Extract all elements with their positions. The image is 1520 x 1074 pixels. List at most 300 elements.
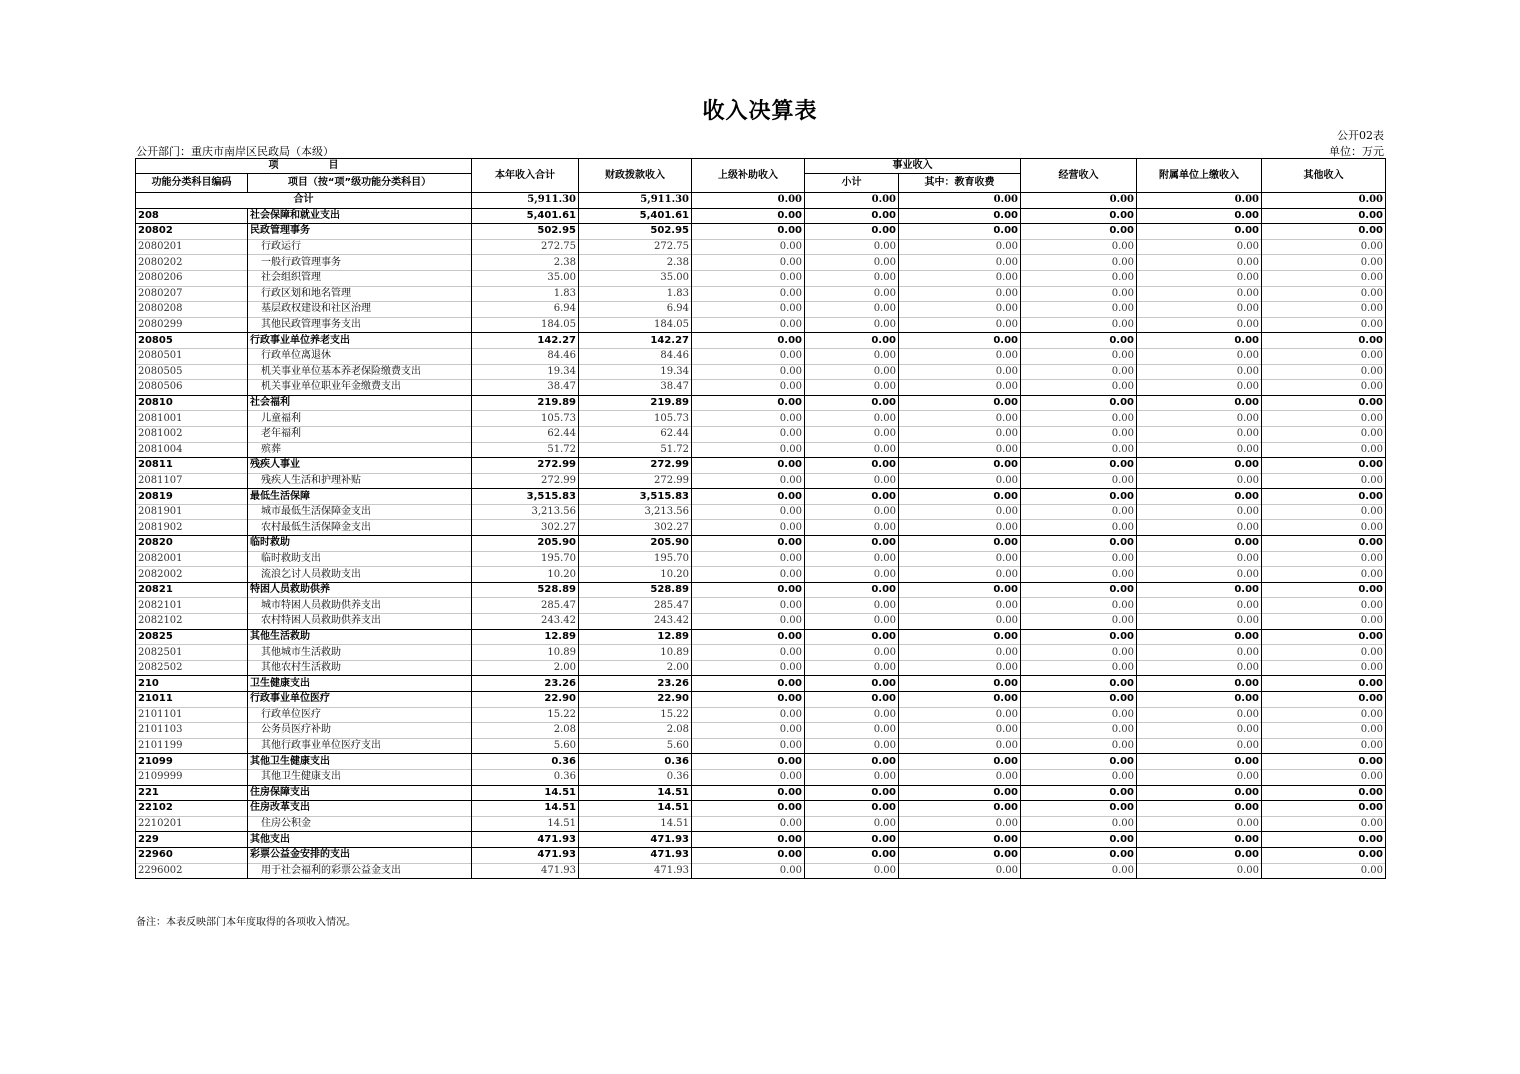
row-value: 0.00 [1137,582,1262,598]
row-value: 0.00 [805,645,899,661]
row-value: 0.00 [692,504,805,520]
row-value: 0.00 [1021,458,1137,474]
row-value: 0.00 [805,707,899,723]
row-value: 0.00 [1137,333,1262,349]
row-value: 0.00 [899,426,1021,442]
row-value: 0.00 [805,270,899,286]
row-name: 临时救助 [248,536,472,552]
row-value: 0.00 [1021,302,1137,318]
row-value: 0.00 [1262,317,1386,333]
table-row [136,614,1386,630]
row-value: 0.00 [1137,847,1262,863]
row-value: 0.00 [1021,598,1137,614]
row-value: 0.00 [1021,707,1137,723]
row-value: 0.00 [1262,536,1386,552]
row-value: 0.00 [899,286,1021,302]
row-value: 0.00 [1021,816,1137,832]
row-value: 38.47 [472,380,579,396]
row-name: 社会福利 [248,395,472,411]
row-name: 行政区划和地名管理 [248,286,472,302]
row-value: 285.47 [579,598,692,614]
row-code: 2082501 [136,645,248,661]
row-value: 0.00 [1137,832,1262,848]
header-education-fee: 其中：教育收费 [899,174,1021,193]
row-value: 0.00 [805,738,899,754]
table-row [136,660,1386,676]
row-value: 0.00 [805,302,899,318]
row-value: 5,401.61 [472,208,579,224]
row-value: 0.00 [899,629,1021,645]
row-value: 0.00 [1137,364,1262,380]
row-code: 2081004 [136,442,248,458]
row-value: 0.00 [899,738,1021,754]
row-name: 社会保障和就业支出 [248,208,472,224]
row-value: 0.00 [692,380,805,396]
row-name: 其他城市生活救助 [248,645,472,661]
row-code: 2296002 [136,863,248,879]
row-value: 5,401.61 [579,208,692,224]
row-name: 用于社会福利的彩票公益金支出 [248,863,472,879]
table-row [136,286,1386,302]
row-value: 0.00 [899,458,1021,474]
row-name: 临时救助支出 [248,551,472,567]
row-value: 35.00 [579,270,692,286]
row-code: 2101101 [136,707,248,723]
row-value: 0.00 [1262,270,1386,286]
row-value: 272.99 [472,473,579,489]
row-value: 0.00 [899,333,1021,349]
row-code: 2109999 [136,769,248,785]
row-value: 0.00 [692,426,805,442]
row-value: 0.00 [1262,239,1386,255]
row-value: 0.00 [1021,395,1137,411]
row-value: 0.00 [692,302,805,318]
row-value: 0.00 [1137,395,1262,411]
row-value: 142.27 [472,333,579,349]
table-row [136,816,1386,832]
row-value: 195.70 [579,551,692,567]
row-value: 0.36 [472,769,579,785]
row-value: 0.00 [692,629,805,645]
header-business-subtotal: 小计 [805,174,899,193]
row-value: 14.51 [579,785,692,801]
row-value: 0.00 [692,348,805,364]
row-value: 0.00 [1021,801,1137,817]
row-name: 特困人员救助供养 [248,582,472,598]
row-code: 2101199 [136,738,248,754]
row-value: 0.00 [1137,801,1262,817]
table-row [136,645,1386,661]
row-value: 0.00 [805,286,899,302]
row-value: 243.42 [472,614,579,630]
table-row [136,442,1386,458]
row-value: 0.00 [1262,302,1386,318]
row-code: 210 [136,676,248,692]
row-value: 10.20 [579,567,692,583]
row-value: 0.00 [692,286,805,302]
row-value: 5.60 [472,738,579,754]
row-value: 0.00 [1137,489,1262,505]
row-value: 0.00 [805,504,899,520]
header-superior: 上级补助收入 [692,159,805,193]
row-value: 195.70 [472,551,579,567]
row-value: 0.00 [899,863,1021,879]
row-value: 0.00 [1137,458,1262,474]
table-row [136,676,1386,692]
row-value: 0.00 [692,458,805,474]
row-value: 0.00 [805,816,899,832]
row-value: 0.00 [1021,255,1137,271]
row-value: 0.00 [1137,754,1262,770]
row-value: 0.00 [692,520,805,536]
row-value: 84.46 [472,348,579,364]
row-value: 0.00 [1021,785,1137,801]
row-value: 62.44 [472,426,579,442]
table-row [136,769,1386,785]
total-value: 0.00 [805,193,899,209]
row-value: 0.00 [1021,333,1137,349]
row-value: 0.00 [805,723,899,739]
row-value: 0.00 [1021,348,1137,364]
row-name: 殡葬 [248,442,472,458]
row-value: 0.00 [692,816,805,832]
row-name: 流浪乞讨人员救助支出 [248,567,472,583]
row-code: 2082502 [136,660,248,676]
row-name: 住房改革支出 [248,801,472,817]
table-row [136,504,1386,520]
row-value: 0.00 [899,801,1021,817]
row-value: 0.00 [1262,863,1386,879]
row-value: 0.00 [1137,536,1262,552]
row-value: 0.00 [692,395,805,411]
remark-note: 备注：本表反映部门本年度取得的各项收入情况。 [136,917,356,928]
row-value: 0.00 [1262,224,1386,240]
table-row [136,738,1386,754]
row-value: 0.00 [1262,645,1386,661]
row-value: 0.00 [1021,270,1137,286]
row-value: 0.00 [805,395,899,411]
row-value: 302.27 [472,520,579,536]
header-fiscal: 财政拨款收入 [579,159,692,193]
row-value: 0.00 [692,442,805,458]
row-value: 0.00 [692,598,805,614]
row-value: 0.00 [805,380,899,396]
row-value: 0.00 [899,395,1021,411]
row-value: 0.00 [1262,489,1386,505]
row-value: 0.00 [1137,380,1262,396]
row-value: 0.00 [1262,754,1386,770]
row-value: 0.00 [805,567,899,583]
row-value: 2.00 [472,660,579,676]
row-code: 2081902 [136,520,248,536]
table-row [136,723,1386,739]
row-value: 0.00 [692,536,805,552]
row-name: 住房保障支出 [248,785,472,801]
row-value: 0.00 [1137,707,1262,723]
row-value: 0.00 [1262,832,1386,848]
row-code: 22960 [136,847,248,863]
table-row [136,707,1386,723]
row-value: 0.00 [899,520,1021,536]
row-code: 221 [136,785,248,801]
row-code: 20802 [136,224,248,240]
row-value: 0.00 [1021,286,1137,302]
row-value: 0.00 [805,333,899,349]
row-value: 3,213.56 [579,504,692,520]
row-name: 其他支出 [248,832,472,848]
row-value: 0.00 [899,816,1021,832]
row-value: 0.00 [1137,629,1262,645]
row-value: 0.00 [899,598,1021,614]
row-value: 0.00 [1137,785,1262,801]
row-code: 2080506 [136,380,248,396]
table-row [136,785,1386,801]
row-value: 15.22 [472,707,579,723]
row-value: 302.27 [579,520,692,536]
row-value: 0.00 [692,333,805,349]
row-value: 0.00 [805,317,899,333]
row-name: 行政事业单位养老支出 [248,333,472,349]
table-row [136,270,1386,286]
row-value: 0.00 [805,224,899,240]
table-row [136,426,1386,442]
row-value: 272.75 [579,239,692,255]
row-code: 20810 [136,395,248,411]
row-value: 1.83 [472,286,579,302]
row-value: 0.00 [1021,473,1137,489]
table-row [136,567,1386,583]
table-row [136,692,1386,708]
row-value: 502.95 [579,224,692,240]
row-value: 471.93 [472,832,579,848]
row-value: 0.00 [1262,364,1386,380]
row-value: 0.00 [1137,598,1262,614]
row-value: 22.90 [472,692,579,708]
row-value: 0.00 [1021,769,1137,785]
row-code: 2081107 [136,473,248,489]
income-table [135,158,1386,879]
row-value: 0.00 [692,270,805,286]
row-value: 0.00 [1262,551,1386,567]
row-name: 行政运行 [248,239,472,255]
row-value: 0.00 [1262,520,1386,536]
row-value: 0.00 [899,348,1021,364]
row-code: 2081001 [136,411,248,427]
row-value: 0.00 [1262,847,1386,863]
total-value: 0.00 [692,193,805,209]
row-value: 0.00 [1021,660,1137,676]
row-value: 272.99 [579,458,692,474]
row-code: 2081002 [136,426,248,442]
row-value: 2.38 [579,255,692,271]
row-code: 2080299 [136,317,248,333]
row-value: 0.00 [1262,333,1386,349]
row-name: 残疾人生活和护理补贴 [248,473,472,489]
row-name: 行政单位离退休 [248,348,472,364]
row-code: 2081901 [136,504,248,520]
row-value: 0.00 [805,863,899,879]
row-code: 2082102 [136,614,248,630]
row-value: 0.00 [1021,489,1137,505]
row-name: 机关事业单位职业年金缴费支出 [248,380,472,396]
table-row [136,629,1386,645]
row-value: 0.00 [899,255,1021,271]
row-value: 23.26 [579,676,692,692]
row-value: 0.00 [805,426,899,442]
row-value: 0.00 [1137,224,1262,240]
table-row [136,832,1386,848]
total-value: 5,911.30 [579,193,692,209]
row-value: 0.00 [1021,364,1137,380]
row-value: 0.00 [805,536,899,552]
row-value: 0.00 [692,567,805,583]
row-value: 0.00 [899,567,1021,583]
row-name: 儿童福利 [248,411,472,427]
row-value: 0.00 [1137,348,1262,364]
row-value: 471.93 [472,847,579,863]
row-value: 0.00 [1137,208,1262,224]
row-value: 51.72 [472,442,579,458]
row-value: 205.90 [472,536,579,552]
row-value: 0.00 [1021,582,1137,598]
table-row [136,208,1386,224]
row-value: 0.00 [805,832,899,848]
table-row [136,255,1386,271]
row-value: 0.00 [1137,769,1262,785]
row-value: 0.00 [1137,473,1262,489]
row-value: 0.00 [1262,380,1386,396]
row-value: 0.00 [692,723,805,739]
row-value: 0.00 [1262,816,1386,832]
table-row [136,364,1386,380]
row-code: 2082101 [136,598,248,614]
row-name: 其他行政事业单位医疗支出 [248,738,472,754]
row-value: 0.00 [1137,567,1262,583]
row-value: 0.00 [1262,442,1386,458]
row-value: 22.90 [579,692,692,708]
page-title: 收入决算表 [702,98,818,124]
row-code: 2080201 [136,239,248,255]
table-row [136,380,1386,396]
table-row [136,317,1386,333]
row-value: 0.00 [1021,504,1137,520]
row-name: 卫生健康支出 [248,676,472,692]
row-name: 基层政权建设和社区治理 [248,302,472,318]
row-value: 19.34 [579,364,692,380]
row-value: 38.47 [579,380,692,396]
table-row [136,536,1386,552]
row-value: 272.99 [579,473,692,489]
row-code: 2082002 [136,567,248,583]
row-value: 14.51 [472,816,579,832]
row-value: 0.00 [899,847,1021,863]
row-value: 0.00 [899,785,1021,801]
row-value: 219.89 [472,395,579,411]
total-value: 0.00 [899,193,1021,209]
row-value: 0.00 [692,863,805,879]
row-value: 0.00 [805,769,899,785]
row-value: 0.00 [1021,317,1137,333]
row-code: 21099 [136,754,248,770]
row-value: 0.00 [1137,270,1262,286]
table-row [136,348,1386,364]
row-value: 0.00 [1262,692,1386,708]
row-value: 0.00 [1262,660,1386,676]
row-name: 一般行政管理事务 [248,255,472,271]
row-value: 272.75 [472,239,579,255]
row-value: 0.00 [1021,208,1137,224]
row-name: 其他民政管理事务支出 [248,317,472,333]
row-value: 0.00 [1137,426,1262,442]
row-value: 0.00 [1137,520,1262,536]
row-value: 0.00 [1021,224,1137,240]
row-value: 51.72 [579,442,692,458]
row-value: 0.00 [1021,551,1137,567]
row-value: 471.93 [579,847,692,863]
table-row [136,458,1386,474]
row-value: 0.00 [805,629,899,645]
row-value: 0.00 [1021,863,1137,879]
row-name: 社会组织管理 [248,270,472,286]
row-value: 14.51 [579,816,692,832]
row-value: 0.00 [1262,504,1386,520]
row-value: 528.89 [579,582,692,598]
row-value: 0.00 [1262,395,1386,411]
table-row [136,754,1386,770]
row-value: 0.00 [1262,801,1386,817]
row-value: 3,515.83 [472,489,579,505]
header-total: 本年收入合计 [472,159,579,193]
row-value: 0.00 [1137,738,1262,754]
row-code: 2080505 [136,364,248,380]
table-body [136,193,1386,879]
row-value: 0.00 [692,847,805,863]
row-name: 彩票公益金安排的支出 [248,847,472,863]
table-row [136,302,1386,318]
row-value: 0.00 [1262,458,1386,474]
row-value: 0.00 [1262,676,1386,692]
row-value: 0.00 [1021,426,1137,442]
row-name: 行政事业单位医疗 [248,692,472,708]
row-value: 0.00 [1262,614,1386,630]
row-code: 2080206 [136,270,248,286]
header-business-group: 事业收入 [805,159,1021,174]
table-row [136,224,1386,240]
row-name: 行政单位医疗 [248,707,472,723]
row-value: 10.20 [472,567,579,583]
row-value: 142.27 [579,333,692,349]
row-value: 2.00 [579,660,692,676]
row-value: 0.00 [1137,286,1262,302]
row-value: 0.00 [805,582,899,598]
row-code: 22102 [136,801,248,817]
row-code: 20805 [136,333,248,349]
row-value: 105.73 [579,411,692,427]
row-value: 0.00 [805,348,899,364]
row-value: 0.00 [1137,676,1262,692]
total-value: 0.00 [1021,193,1137,209]
row-value: 0.00 [692,489,805,505]
row-value: 502.95 [472,224,579,240]
row-name: 城市最低生活保障金支出 [248,504,472,520]
row-value: 19.34 [472,364,579,380]
row-value: 0.00 [692,224,805,240]
row-value: 285.47 [472,598,579,614]
row-value: 0.00 [899,832,1021,848]
table-row [136,582,1386,598]
row-value: 0.00 [805,364,899,380]
row-value: 0.00 [1021,676,1137,692]
